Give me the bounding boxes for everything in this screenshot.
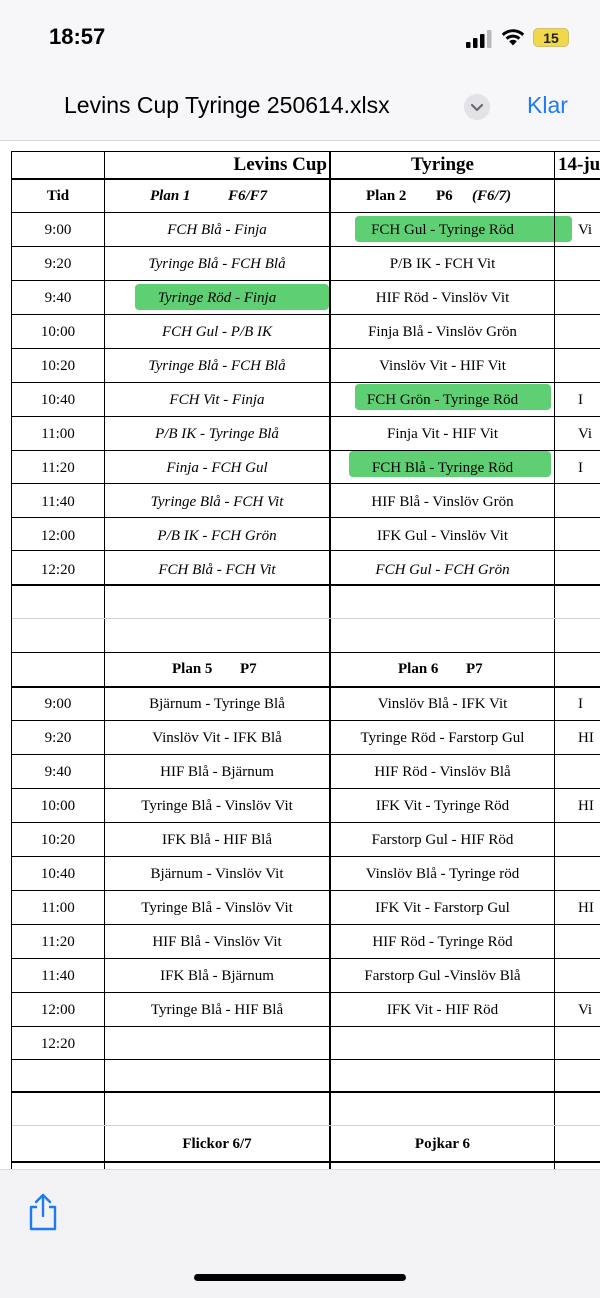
cell-match-left[interactable]: IFK Blå - HIF Blå [162, 832, 272, 848]
cell-time[interactable]: 11:00 [41, 900, 75, 916]
file-title[interactable]: Levins Cup Tyringe 250614.xlsx [64, 92, 390, 118]
file-header [0, 72, 600, 141]
cell-match-left[interactable]: Tyringe Blå - HIF Blå [150, 1002, 284, 1018]
cell-overflow[interactable] [556, 519, 600, 553]
cell-match-left[interactable]: Tyringe Röd - Finja [157, 290, 277, 306]
cell-overflow[interactable]: I [578, 392, 583, 408]
cell-match-right[interactable]: HIF Röd - Tyringe Röd [372, 934, 513, 950]
cell-match-left[interactable]: Tyringe Blå - Vinslöv Vit [141, 798, 293, 814]
cell-overflow[interactable] [556, 553, 600, 587]
cell-match-left[interactable]: HIF Blå - Bjärnum [160, 764, 274, 780]
cell-time[interactable]: 9:20 [44, 730, 72, 746]
cell-match-right[interactable]: Finja Blå - Vinslöv Grön [368, 324, 517, 340]
cell-match-right[interactable]: IFK Vit - Tyringe Röd [375, 798, 510, 814]
cell-match-right[interactable]: HIF Blå - Vinslöv Grön [371, 494, 514, 510]
cell-time[interactable]: 12:00 [40, 528, 76, 544]
cellular-signal-icon [466, 30, 492, 48]
cell-time[interactable]: 9:20 [44, 256, 72, 272]
header-plan-1: Plan 1 [150, 188, 191, 204]
header-flickor: Flickor 6/7 [182, 1136, 252, 1152]
done-button[interactable]: Klar [527, 92, 568, 118]
grid-row-line [12, 1161, 600, 1163]
cell-match-right[interactable]: HIF Röd - Vinslöv Vit [375, 290, 510, 306]
cell-overflow[interactable] [556, 1027, 600, 1061]
cell-match-left[interactable] [105, 1027, 329, 1061]
cell-overflow[interactable]: Vi [578, 222, 593, 238]
cell-time[interactable]: 11:40 [41, 968, 75, 984]
header-plan-2-subclass: (F6/7) [472, 188, 512, 204]
cell-match-right[interactable]: IFK Vit - Farstorp Gul [375, 900, 510, 916]
cell-match-left[interactable]: P/B IK - FCH Grön [157, 528, 277, 544]
cell-time[interactable]: 9:00 [44, 696, 72, 712]
cell-overflow[interactable] [556, 959, 600, 993]
cell-match-right[interactable]: Vinslöv Vit - HIF Vit [379, 358, 506, 374]
cell-match-right[interactable]: Finja Vit - HIF Vit [387, 426, 498, 442]
chevron-down-icon[interactable] [464, 94, 490, 120]
header-plan-5: Plan 5 [172, 661, 213, 677]
cell-time[interactable]: 9:40 [44, 764, 72, 780]
cell-match-left[interactable]: Finja - FCH Gul [166, 460, 268, 476]
cell-time[interactable]: 11:40 [41, 494, 75, 510]
wifi-icon [500, 27, 526, 47]
status-bar [0, 0, 600, 72]
cell-time[interactable]: 10:20 [40, 832, 76, 848]
cell-match-right[interactable]: IFK Gul - Vinslöv Vit [377, 528, 508, 544]
cell-match-left[interactable]: FCH Blå - FCH Vit [158, 562, 276, 578]
cell-overflow[interactable] [556, 925, 600, 959]
cell-time[interactable]: 10:20 [40, 358, 76, 374]
cell-overflow[interactable] [556, 755, 600, 789]
cell-match-right[interactable]: FCH Grön - Tyringe Röd [366, 392, 519, 408]
cell-time[interactable]: 10:40 [40, 866, 76, 882]
cell-match-right[interactable]: FCH Blå - Tyringe Röd [371, 460, 514, 476]
cell-time[interactable]: 11:20 [41, 460, 75, 476]
header-pojkar: Pojkar 6 [414, 1136, 471, 1152]
header-plan-1-class: F6/F7 [228, 188, 268, 204]
cell-overflow[interactable] [556, 349, 600, 383]
cell-overflow[interactable]: HI [578, 900, 594, 916]
cell-match-right[interactable]: Tyringe Röd - Farstorp Gul [360, 730, 525, 746]
cell-match-right[interactable]: HIF Röd - Vinslöv Blå [374, 764, 511, 780]
status-time: 18:57 [49, 24, 106, 49]
grid-row-line [12, 652, 600, 653]
cell-match-right[interactable]: FCH Gul - Tyringe Röd [371, 222, 514, 238]
header-tid: Tid [46, 188, 70, 204]
cell-match-right[interactable]: IFK Vit - HIF Röd [386, 1002, 499, 1018]
cell-match-left[interactable]: Tyringe Blå - FCH Blå [148, 358, 286, 374]
cell-match-left[interactable]: Bjärnum - Tyringe Blå [149, 696, 285, 712]
cell-match-left[interactable]: Tyringe Blå - FCH Blå [148, 256, 286, 272]
cell-match-right[interactable] [331, 1027, 554, 1061]
cell-time[interactable]: 12:20 [40, 562, 76, 578]
battery-indicator: 15 [533, 28, 569, 47]
cell-match-right[interactable]: Farstorp Gul - HIF Röd [371, 832, 514, 848]
home-indicator[interactable] [194, 1274, 406, 1281]
cell-match-left[interactable]: Vinslöv Vit - IFK Blå [152, 730, 282, 746]
cell-time[interactable]: 11:20 [41, 934, 75, 950]
cell-overflow[interactable] [556, 485, 600, 519]
cell-time[interactable]: 10:00 [40, 324, 76, 340]
cell-overflow[interactable]: I [578, 460, 583, 476]
cell-match-left[interactable]: Tyringe Blå - Vinslöv Vit [141, 900, 293, 916]
spreadsheet-view[interactable] [0, 141, 600, 1169]
cell-match-right[interactable]: P/B IK - FCH Vit [389, 256, 496, 272]
cell-match-left[interactable]: Bjärnum - Vinslöv Vit [150, 866, 284, 882]
banner-title-levins-cup: Levins Cup [233, 154, 327, 175]
cell-overflow[interactable]: Vi [578, 426, 593, 442]
cell-match-left[interactable]: FCH Gul - P/B IK [162, 324, 272, 340]
header-plan-6-class: P7 [466, 661, 483, 677]
grid-row-line [12, 1091, 600, 1093]
cell-overflow[interactable] [556, 823, 600, 857]
cell-overflow[interactable] [556, 247, 600, 281]
cell-time[interactable]: 9:00 [44, 222, 72, 238]
cell-overflow[interactable]: HI [578, 798, 594, 814]
cell-time[interactable]: 12:20 [40, 1036, 76, 1052]
header-plan-2: Plan 2 [366, 188, 407, 204]
cell-match-left[interactable]: HIF Blå - Vinslöv Vit [152, 934, 282, 950]
cell-match-right[interactable]: Vinslöv Blå - IFK Vit [377, 696, 508, 712]
cell-overflow[interactable]: HI [578, 730, 594, 746]
header-plan-6: Plan 6 [398, 661, 439, 677]
cell-match-left[interactable]: FCH Vit - Finja [169, 392, 265, 408]
cell-match-left[interactable]: FCH Blå - Finja [167, 222, 267, 238]
cell-match-left[interactable]: IFK Blå - Bjärnum [160, 968, 274, 984]
cell-overflow[interactable]: Vi [578, 1002, 593, 1018]
grid-row-line [12, 1125, 600, 1126]
share-icon[interactable] [26, 1192, 60, 1232]
banner-date: 14-ju [558, 154, 600, 175]
cell-time[interactable]: 10:00 [40, 798, 76, 814]
cell-match-right[interactable]: Vinslöv Blå - Tyringe röd [365, 866, 520, 882]
cell-match-left[interactable]: P/B IK - Tyringe Blå [155, 426, 279, 442]
grid-row-line [12, 618, 600, 619]
cell-match-left[interactable]: Tyringe Blå - FCH Vit [150, 494, 284, 510]
cell-overflow[interactable] [556, 281, 600, 315]
bottom-toolbar [0, 1169, 600, 1298]
grid-column-line [554, 151, 555, 1169]
cell-match-right[interactable]: FCH Gul - FCH Grön [375, 562, 510, 578]
cell-overflow[interactable] [556, 315, 600, 349]
cell-overflow[interactable] [556, 857, 600, 891]
cell-time[interactable]: 10:40 [40, 392, 76, 408]
header-plan-2-class: P6 [436, 188, 453, 204]
cell-time[interactable]: 11:00 [41, 426, 75, 442]
cell-overflow[interactable]: I [578, 696, 583, 712]
cell-time[interactable]: 12:00 [40, 1002, 76, 1018]
header-plan-5-class: P7 [240, 661, 257, 677]
cell-time[interactable]: 9:40 [44, 290, 72, 306]
banner-title-tyringe: Tyringe [411, 154, 474, 175]
cell-match-right[interactable]: Farstorp Gul -Vinslöv Blå [364, 968, 521, 984]
